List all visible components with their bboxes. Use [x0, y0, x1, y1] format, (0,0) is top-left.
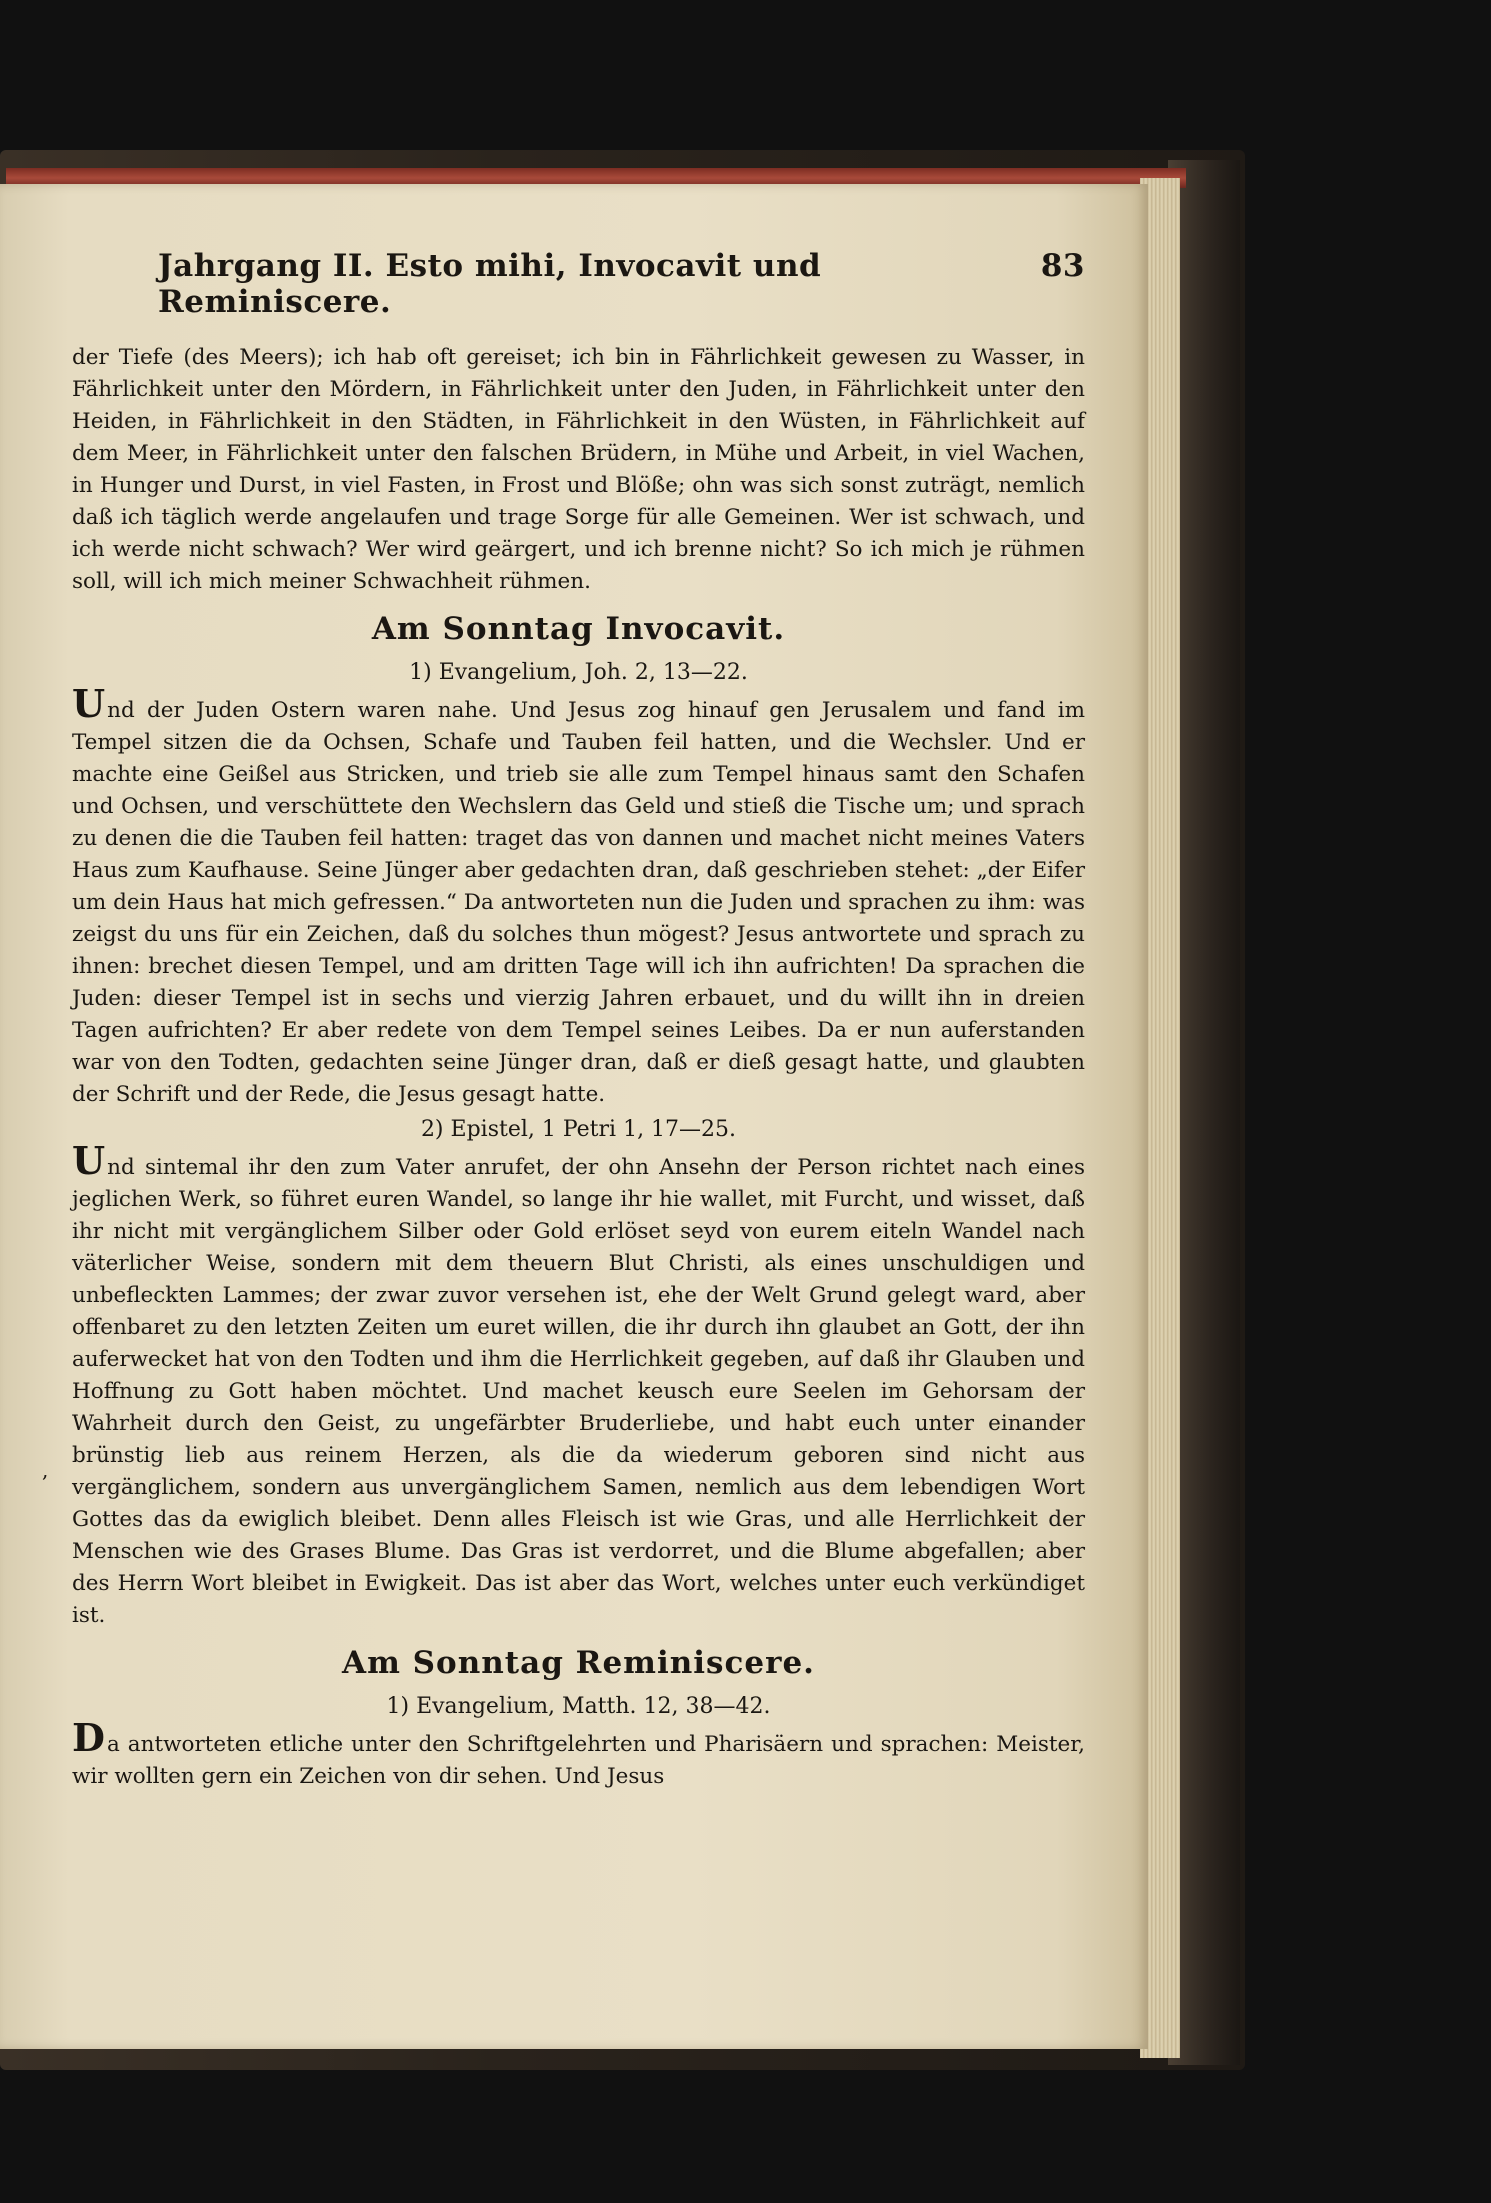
page-number: 83 [1040, 248, 1085, 284]
initial-letter: D [72, 1715, 105, 1760]
reading-ref: 2) Epistel, 1 Petri 1, 17—25. [420, 1117, 737, 1142]
running-head-title: Jahrgang II. Esto mihi, Invocavit und Reminiscere. [158, 248, 822, 320]
reading-ref: 1) Evangelium, Joh. 2, 13—22. [409, 660, 748, 685]
initial-letter: U [72, 681, 106, 726]
reading-paragraph [72, 681, 1085, 1111]
section-heading-reminiscere: Am Sonntag Reminiscere. [342, 1645, 815, 1681]
reading-text: nd der Juden Ostern waren nahe. Und Jesus zog hinauf gen Jerusalem und fand im Tempel sitzen die da Ochsen, Schafe und Tauben feil hatten, und die Wechsler. Und er machte eine Geißel aus Stricken, und trieb sie alle zum Tempel hinaus samt den Schafen und Ochsen, und verschüttete den Wechslern das Geld und stieß die Tische um; und sprach zu denen die die Tauben feil hatten: traget das von dannen und machet nicht meines Vaters Haus zum Kaufhause. Seine Jünger aber gedachten dran, daß geschrieben stehet: „der Eifer um dein Haus hat mich gefressen.“ Da antworteten nun die Juden und sprachen zu ihm: was zeigst du uns für ein Zeichen, daß du solches thun mögest? Jesus antwortete und sprach zu ihnen: brechet diesen Tempel, und am dritten Tage will ich ihn aufrichten! Da sprachen die Juden: dieser Tempel ist in sechs und vierzig Jahren erbauet, und du willt ihn in dreien Tagen aufrichten? Er aber redete von dem Tempel seines Leibes. Da er nun auferstanden war von den Todten, gedachten seine Jünger dran, daß er dieß gesagt hatte, und glaubten der Schrift und der Rede, die Jesus gesagt hatte. [72, 698, 1085, 1107]
reading-ref: 1) Evangelium, Matth. 12, 38—42. [386, 1694, 771, 1719]
running-head [72, 248, 1085, 320]
initial-letter: U [72, 1138, 106, 1183]
reading-paragraph [72, 1715, 1085, 1793]
reading-paragraph [72, 1138, 1085, 1632]
margin-mark: , [42, 1458, 49, 1482]
page-text [72, 248, 1085, 1793]
reading-text: nd sintemal ihr den zum Vater anrufet, der ohn Ansehn der Person richtet nach eines jeglichen Werk, so führet euren Wandel, so lange ihr hie wallet, mit Furcht, und wisset, daß ihr nicht mit vergänglichem Silber oder Gold erlöset seyd von eurem eiteln Wandel nach väterlicher Weise, sondern mit dem theuern Blut Christi, als eines unschuldigen und unbefleckten Lammes; der zwar zuvor versehen ist, ehe der Welt Grund gelegt ward, aber offenbaret zu den letzten Zeiten um euret willen, die ihr durch ihn glaubet an Gott, der ihn auferwecket hat von den Todten und ihm die Herrlichkeit gegeben, auf daß ihr Glauben und Hoffnung zu Gott haben möchtet. Und machet keusch eure Seelen im Gehorsam der Wahrheit durch den Geist, zu ungefärbter Bruderliebe, und habt euch unter einander brünstig lieb aus reinem Herzen, als die da wiederum geboren sind nicht aus vergänglichem, sondern aus unvergänglichem Samen, nemlich aus dem lebendigen Wort Gottes das da ewiglich bleibet. Denn alles Fleisch ist wie Gras, und alle Herrlichkeit der Menschen wie des Grases Blume. Das Gras ist verdorret, und die Blume abgefallen; aber des Herrn Wort bleibet in Ewigkeit. Das ist aber das Wort, welches unter euch verkündiget ist. [72, 1155, 1085, 1628]
section-heading-invocavit: Am Sonntag Invocavit. [371, 611, 786, 647]
reading-text: a antworteten etliche unter den Schriftgelehrten und Pharisäern und sprachen: Meister, wir wollten gern ein Zeichen von dir sehen. Und Jesus [72, 1732, 1085, 1789]
continuation-paragraph: der Tiefe (des Meers); ich hab oft gereiset; ich bin in Fährlichkeit gewesen zu Wasser, in Fährlichkeit unter den Mördern, in Fährlichkeit unter den Juden, in Fährlichkeit unter den Heiden, in Fährlichkeit in den Städten, in Fährlichkeit in den Wüsten, in Fährlichkeit auf dem Meer, in Fährlichkeit unter den falschen Brüdern, in Mühe und Arbeit, in viel Wachen, in Hunger und Durst, in viel Fasten, in Frost und Blöße; ohn was sich sonst zuträgt, nemlich daß ich täglich werde angelaufen und trage Sorge für alle Gemeinen. Wer ist schwach, und ich werde nicht schwach? Wer wird geärgert, und ich brenne nicht? So ich mich je rühmen soll, will ich mich meiner Schwachheit rühmen. [72, 345, 1085, 594]
